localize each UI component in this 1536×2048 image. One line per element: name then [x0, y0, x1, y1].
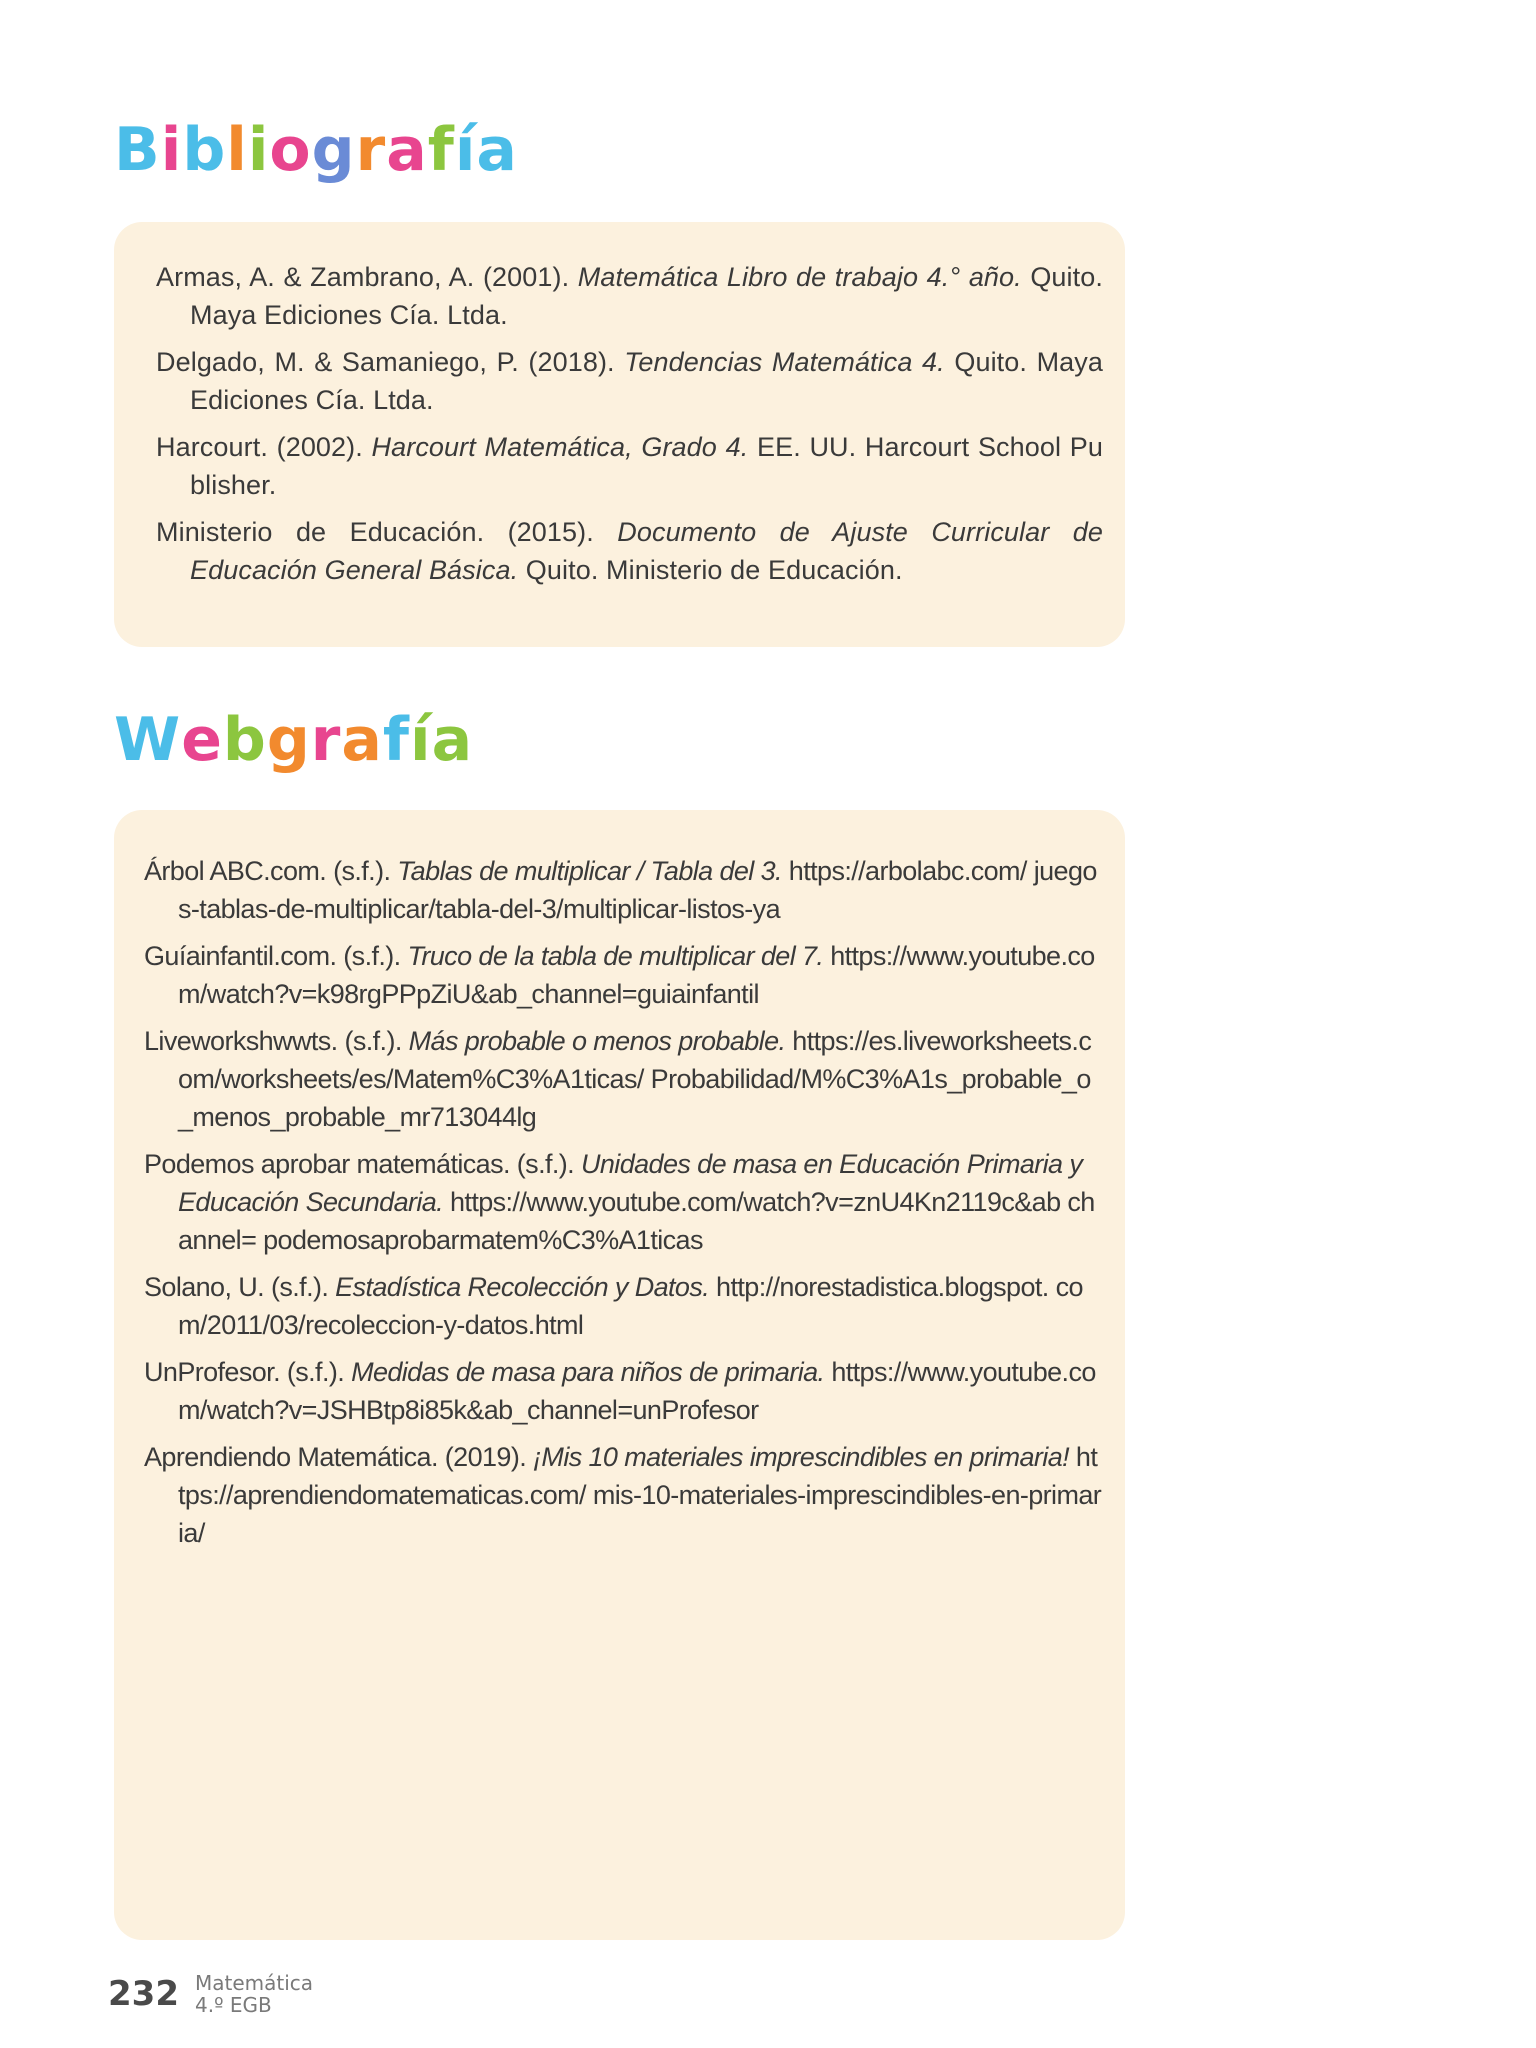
reference-entry	[144, 1438, 1103, 1552]
reference-author: Ministerio de Educación. (2015).	[156, 517, 618, 547]
footer-subject: Matemática	[194, 1971, 314, 1995]
heading-letter: b	[222, 705, 267, 775]
reference-author: Harcourt. (2002).	[156, 432, 372, 462]
heading-letter: a	[431, 705, 474, 775]
reference-source[interactable]: https://aprendiendomatematicas.com/ mis-10-materiales-imprescindibles-en-primaria/	[178, 1442, 1102, 1548]
webgrafia-heading	[114, 705, 474, 775]
bibliografia-panel	[114, 222, 1125, 647]
reference-entry	[156, 343, 1103, 419]
heading-letter: a	[341, 705, 383, 775]
reference-author: Solano, U. (s.f.).	[144, 1272, 336, 1302]
heading-letter: r	[355, 115, 387, 185]
heading-letter: W	[114, 705, 182, 775]
heading-letter: í	[410, 705, 432, 775]
reference-title: Tablas de multiplicar / Tabla del 3.	[397, 856, 782, 886]
reference-entry	[144, 1145, 1103, 1259]
reference-source: EE. UU. Harcourt School Publisher.	[190, 432, 1103, 500]
heading-letter: i	[160, 115, 183, 185]
reference-entry	[156, 428, 1103, 504]
heading-letter: l	[226, 115, 248, 185]
reference-entry	[144, 1022, 1103, 1136]
heading-letter: B	[114, 115, 161, 185]
reference-entry	[144, 852, 1103, 928]
reference-author: Armas, A. & Zambrano, A. (2001).	[156, 262, 578, 292]
reference-author: UnProfesor. (s.f.).	[144, 1357, 352, 1387]
reference-author: Guíainfantil.com. (s.f.).	[144, 941, 408, 971]
reference-entry	[144, 937, 1103, 1013]
reference-source[interactable]: https://es.liveworksheets.com/worksheets/es/Matem%C3%A1ticas/ Probabilidad/M%C3%A1s_probable_o_menos_probable_mr713044lg	[178, 1026, 1092, 1132]
reference-source: Quito. Maya Ediciones Cía. Ltda.	[190, 347, 1103, 415]
heading-letter: f	[427, 115, 455, 185]
heading-letter: e	[181, 705, 223, 775]
reference-entry	[156, 513, 1103, 589]
reference-author: Liveworkshwwts. (s.f.).	[144, 1026, 409, 1056]
heading-letter: i	[247, 115, 270, 185]
heading-letter: g	[311, 115, 356, 185]
reference-source[interactable]: https://www.youtube.com/watch?v=znU4Kn2119c&ab channel= podemosaprobarmatem%C3%A1ticas	[178, 1187, 1095, 1255]
reference-title: Matemática Libro de trabajo 4.° año.	[577, 262, 1022, 292]
heading-letter: í	[454, 115, 477, 185]
heading-letter: a	[476, 115, 518, 185]
reference-source[interactable]: http://norestadistica.blogspot. com/2011/03/recoleccion-y-datos.html	[178, 1272, 1083, 1340]
reference-title: Estadística Recolección y Datos.	[335, 1272, 710, 1302]
page-footer	[108, 1972, 313, 2016]
reference-source[interactable]: https://arbolabc.com/ juegos-tablas-de-multiplicar/tabla-del-3/multiplicar-listos-ya	[178, 856, 1097, 924]
reference-source[interactable]: https://www.youtube.com/watch?v=JSHBtp8i85k&ab_channel=unProfesor	[178, 1357, 1096, 1425]
page-number: 232	[108, 1974, 179, 2014]
reference-entry	[156, 258, 1103, 334]
reference-title: Tendencias Matemática 4.	[624, 347, 945, 377]
heading-letter: f	[382, 705, 410, 775]
footer-grade: 4.º EGB	[194, 1993, 272, 2017]
reference-title: ¡Mis 10 materiales imprescindibles en primaria!	[533, 1442, 1070, 1472]
reference-title: Más probable o menos probable.	[408, 1026, 786, 1056]
reference-title: Harcourt Matemática, Grado 4.	[371, 432, 749, 462]
reference-author: Delgado, M. & Samaniego, P. (2018).	[156, 347, 625, 377]
heading-letter: g	[266, 705, 311, 775]
reference-author: Aprendiendo Matemática. (2019).	[144, 1442, 534, 1472]
reference-title: Medidas de masa para niños de primaria.	[351, 1357, 825, 1387]
bibliografia-heading	[114, 115, 518, 185]
reference-title: Truco de la tabla de multiplicar del 7.	[407, 941, 824, 971]
heading-letter: o	[269, 115, 312, 185]
reference-author: Árbol ABC.com. (s.f.).	[144, 856, 398, 886]
reference-title: Unidades de masa en Educación Primaria y Educación Secundaria.	[178, 1149, 1083, 1217]
heading-letter: b	[182, 115, 227, 185]
reference-source: Quito. Maya Ediciones Cía. Ltda.	[190, 262, 1103, 330]
heading-letter: a	[386, 115, 428, 185]
reference-title: Documento de Ajuste Curricular de Educación General Básica.	[190, 517, 1103, 585]
reference-author: Podemos aprobar matemáticas. (s.f.).	[144, 1149, 581, 1179]
reference-source[interactable]: https://www.youtube.com/watch?v=k98rgPPpZiU&ab_channel=guiainfantil	[178, 941, 1095, 1009]
footer-meta	[195, 1972, 313, 2016]
reference-source: Quito. Ministerio de Educación.	[518, 555, 903, 585]
reference-entry	[144, 1353, 1103, 1429]
heading-letter: r	[310, 705, 342, 775]
reference-entry	[144, 1268, 1103, 1344]
webgrafia-panel	[114, 810, 1125, 1940]
